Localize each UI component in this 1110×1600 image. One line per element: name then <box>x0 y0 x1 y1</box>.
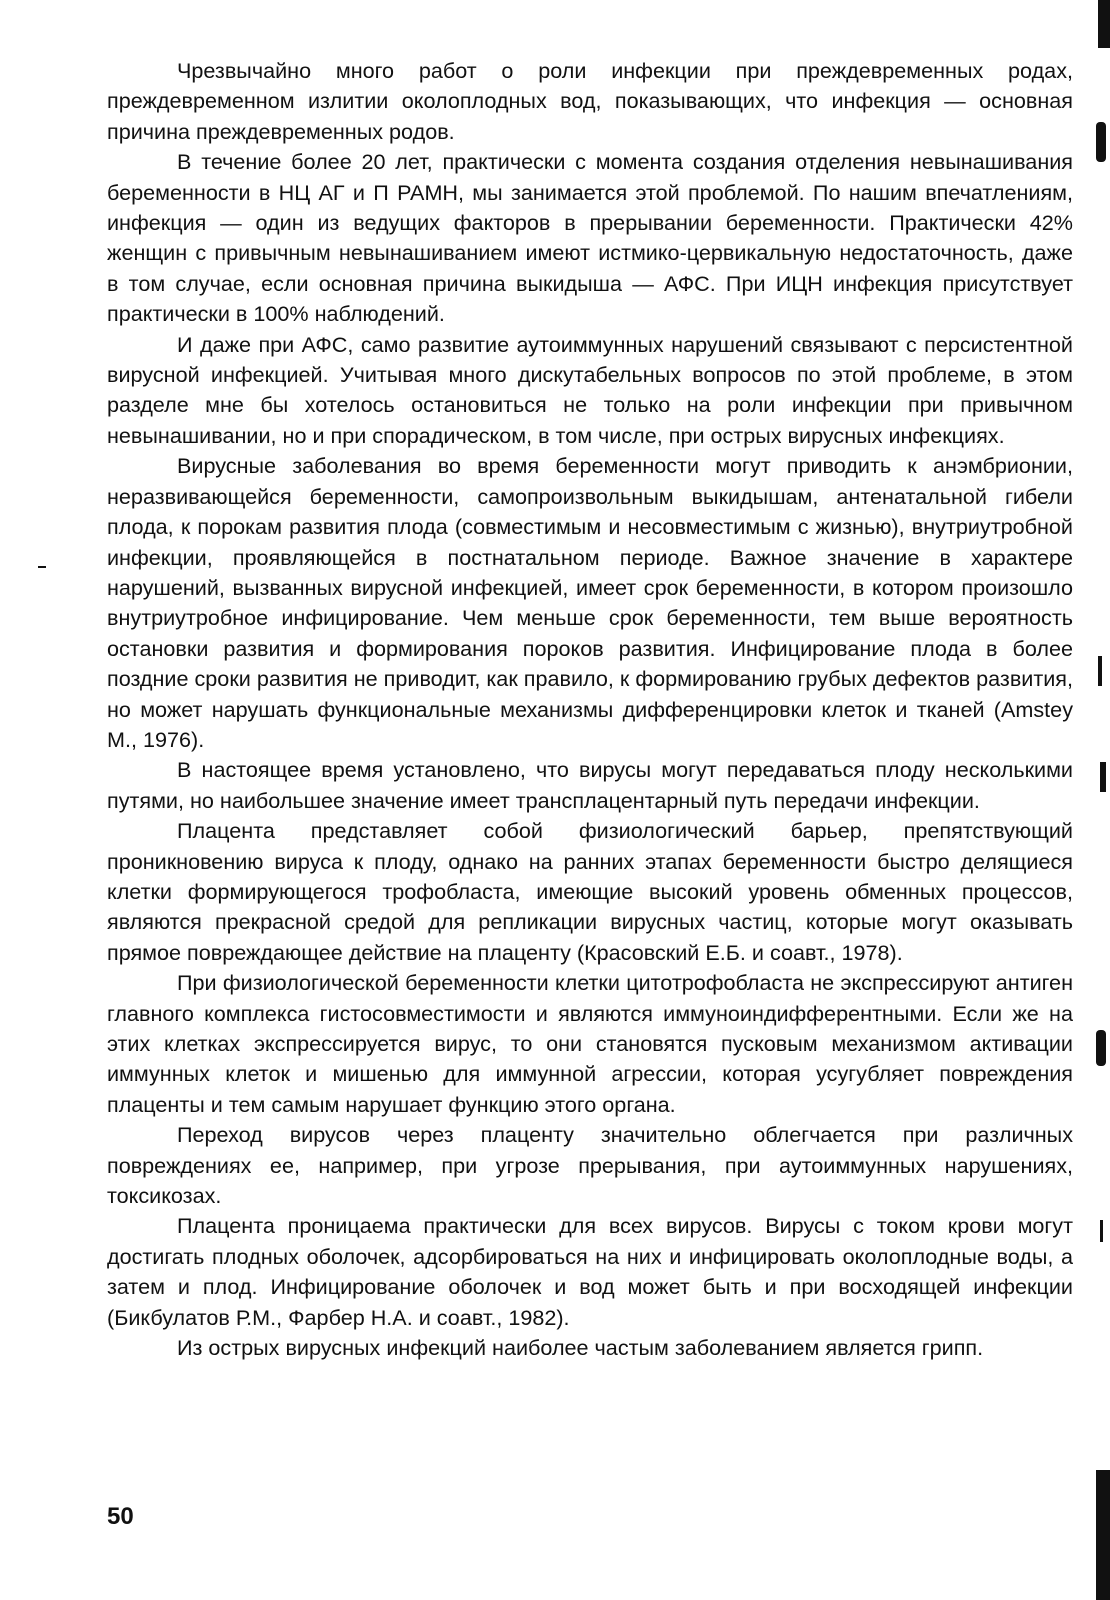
paragraph-9: Плацента проницаема практически для всех вирусов. Вирусы с током крови могут достигать плодных оболочек, адсорбироваться на них и инфицировать околоплодные воды, а затем и плод. Инфицирование оболочек и вод может быть и при восходящей инфекции (Бикбулатов Р.М., Фарбер Н.А. и соавт., 1982). <box>107 1213 1073 1330</box>
paragraph-2: В течение более 20 лет, практически с момента создания отделения невынашивания беременности в НЦ АГ и П РАМН, мы занимается этой проблемой. По нашим впечатлениям, инфекция — один из ведущих факторов в прерывании беременности. Практически 42% женщин с привычным невынашиванием имеют истмико-цервикальную недостаточность, даже в том случае, если основная причина выкидыша — АФС. При ИЦН инфекция присутствует практически в 100% наблюдений. <box>107 149 1073 327</box>
scan-edge-mark-4 <box>1096 1030 1106 1066</box>
page-number: 50 <box>107 1503 134 1530</box>
scan-edge-mark-3 <box>1100 762 1106 792</box>
scan-edge-mark-1 <box>1096 122 1106 162</box>
paragraph-1: Чрезвычайно много работ о роли инфекции при преждевременных родах, преждевременном излитии околоплодных вод, показывающих, что инфекция — основная причина преждевременных родов. <box>107 58 1073 144</box>
scan-edge-mark-6 <box>1096 1470 1110 1600</box>
page-body <box>107 56 1073 1363</box>
scan-edge-mark-2 <box>1098 656 1102 686</box>
paragraph-7: При физиологической беременности клетки цитотрофобласта не экспрессируют антиген главного комплекса гистосовместимости и являются иммуноиндифферентными. Если же на этих клетках экспрессируется вирус, то они становятся пусковым механизмом активации иммунных клеток и мишенью для иммунной агрессии, которая усугубляет повреждения плаценты и тем самым нарушает функцию этого органа. <box>107 970 1073 1117</box>
scan-edge-mark-top <box>1098 0 1110 48</box>
scan-edge-mark-left <box>38 566 46 568</box>
paragraph-5: В настоящее время установлено, что вирусы могут передаваться плоду несколькими путями, но наибольшее значение имеет трансплацентарный путь передачи инфекции. <box>107 757 1073 813</box>
paragraph-10: Из острых вирусных инфекций наиболее частым заболеванием является грипп. <box>177 1335 984 1361</box>
paragraph-6: Плацента представляет собой физиологический барьер, препятствующий проникновению вируса к плоду, однако на ранних этапах беременности быстро делящиеся клетки формирующегося трофобласта, имеющие высокий уровень обменных процессов, являются прекрасной средой для репликации вирусных частиц, которые могут оказывать прямое повреждающее действие на плаценту (Красовский Е.Б. и соавт., 1978). <box>107 818 1073 965</box>
scan-edge-mark-5 <box>1100 1220 1103 1242</box>
paragraph-3: И даже при АФС, само развитие аутоиммунных нарушений связывают с персистентной вирусной инфекцией. Учитывая много дискутабельных вопросов по этой проблеме, в этом разделе мне бы хотелось остановиться не только на роли инфекции при привычном невынашивании, но и при спорадическом, в том числе, при острых вирусных инфекциях. <box>107 331 1073 448</box>
paragraph-4: Вирусные заболевания во время беременности могут приводить к анэмбрионии, неразвивающейся беременности, самопроизвольным выкидышам, антенатальной гибели плода, к порокам развития плода (совместимым и несовместимым с жизнью), внутриутробной инфекции, проявляющейся в постнатальном периоде. Важное значение в характере нарушений, вызванных вирусной инфекцией, имеет срок беременности, в котором произошло внутриутробное инфицирование. Чем меньше срок беременности, тем выше вероятность остановки развития и формирования пороков развития. Инфицирование плода в более поздние сроки развития не приводит, как правило, к формированию грубых дефектов развития, но может нарушать функциональные механизмы дифференцировки клеток и тканей (Amstey M., 1976). <box>107 453 1073 752</box>
paragraph-8: Переход вирусов через плаценту значительно облегчается при различных повреждениях ее, например, при угрозе прерывания, при аутоиммунных нарушениях, токсикозах. <box>107 1122 1073 1209</box>
